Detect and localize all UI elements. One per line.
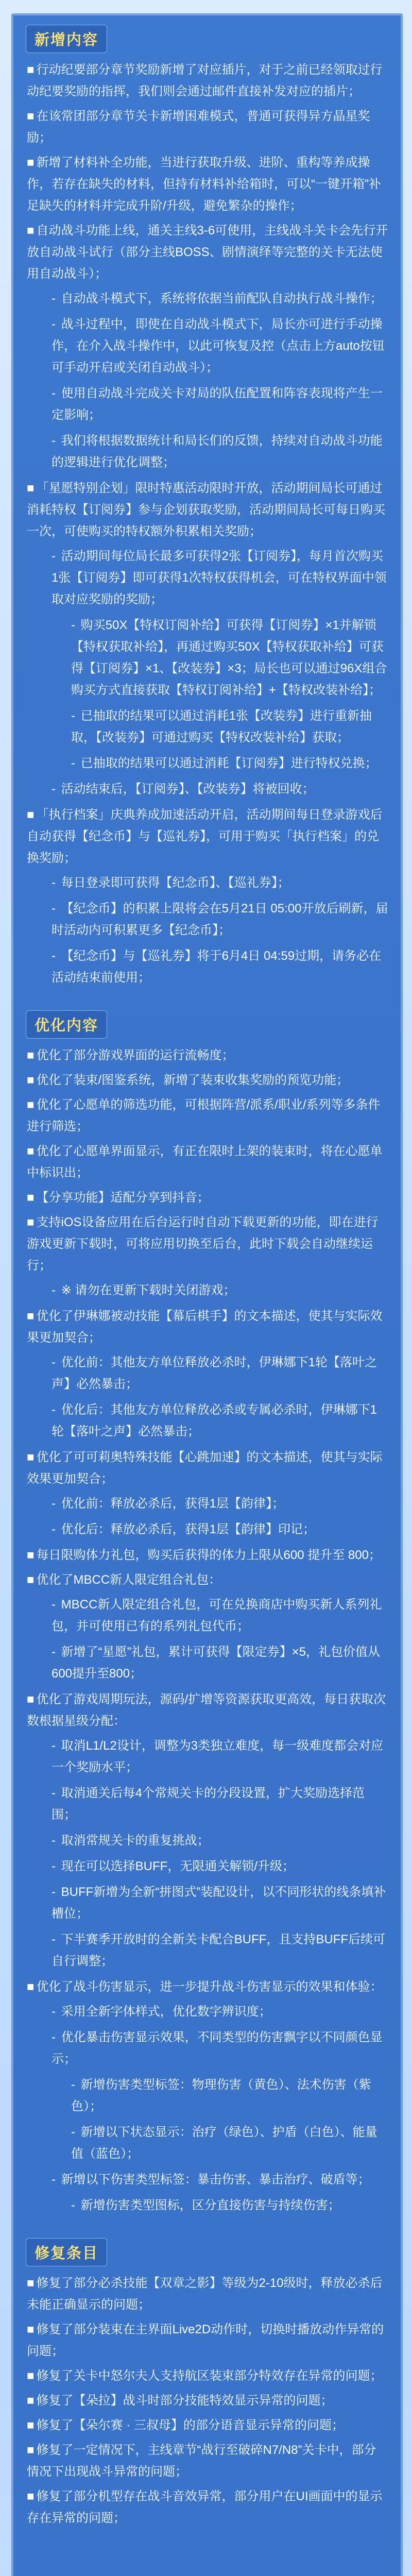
notice-text: 优化后：其他友方单位释放必杀或专属必杀时，伊琳娜下1轮【落叶之声】必然暴击； [52,1403,377,1438]
notice-text: 自动战斗模式下，系统将依据当前配队自动执行战斗操作； [61,292,383,306]
section-title-new: 新增内容 [26,25,107,53]
notice-text: 新增以下状态显示：治疗（绿色）、护盾（白色）、能量值（蓝色）； [71,2125,377,2161]
notice-text: 行动纪要部分章节奖励新增了对应插片，对于之前已经领取过行动纪要奖励的指挥，我们则会通过邮件直接补发对应的插片； [27,63,383,98]
notice-line [27,1735,388,1778]
notice-text: 优化了心愿单的筛选功能，可根据阵营/派系/职业/系列等多条件进行筛选； [27,1098,381,1133]
notice-text: 【纪念币】与【巡礼券】将于6月4日 04:59过期，请务必在活动结束前使用； [52,949,382,985]
bullet-icon: ■ [27,224,35,238]
notice-content [12,14,402,2529]
notice-text: 「星愿特别企划」限时特惠活动限时开放，活动期间局长可通过消耗特权【订阅券】参与企划获取奖励，活动期间局长可每日购买一次，可使购买的特权额外积累相关奖励； [27,481,385,538]
dash-icon: - [52,949,59,963]
notice-line [27,1070,388,1091]
notice-text: 取消常规关卡的重复挑战； [61,1834,210,1848]
dash-icon: - [52,1933,59,1946]
bullet-icon: ■ [27,109,35,123]
notice-text: 修复了一定情况下，主线章节“战行至破碎N7/N8”关卡中，部分情况下出现战斗异常的问题； [27,2443,376,2479]
dash-icon: - [52,1355,59,1369]
section-list-fix [12,2273,402,2529]
notice-line [27,2001,388,2023]
notice-line [27,2365,388,2387]
notice-line [27,778,388,800]
notice-text: 新增伤害类型图标，区分直接伤害与持续伤害； [80,2198,340,2212]
notice-line [27,314,388,379]
bullet-icon: ■ [27,2443,35,2457]
notice-line [27,1399,388,1443]
notice-text: 修复了关卡中怒尔夫人支持航区装束部分特效存在异常的问题； [36,2369,383,2383]
notice-text: BUFF新增为全新“拼图式”装配设计，以不同形状的线条填补槽位； [52,1885,386,1921]
notice-line [27,2439,388,2483]
notice-text: 优化了装束/图鉴系统，新增了装束收集奖励的预览功能； [36,1073,349,1087]
dash-icon: - [52,434,59,448]
notice-line [27,106,388,149]
section-list-new [12,59,402,989]
dash-icon: - [52,1497,59,1511]
notice-panel [11,13,403,2576]
notice-line [27,288,388,310]
section-title-fix: 修复条目 [26,2238,107,2266]
dash-icon: - [52,1403,59,1417]
notice-text: 在该常团部分章节关卡新增困难模式，普通可获得异方晶星奖励； [27,109,370,145]
bullet-icon: ■ [27,156,35,170]
notice-text: 使用自动战斗完成关卡对局的队伍配置和阵容表现将产生一定影响； [52,386,383,422]
notice-text: 新增以下伤害类型标签：暴击伤害、暴击治疗、破盾等； [61,2173,370,2187]
dash-icon: - [52,2030,59,2044]
notice-text: 活动结束后，【订阅券】、【改装券】将被回收； [61,782,315,796]
notice-text: 修复了【朵尔赛 · 三叔母】的部分语音显示异常的问题； [36,2418,344,2432]
notice-text: 新增伤害类型标签：物理伤害（黄色）、法术伤害（紫色）； [71,2078,371,2113]
dash-icon: - [52,2005,59,2019]
dash-icon: - [52,2173,59,2187]
section-divider [12,993,402,1000]
notice-line [27,1094,388,1138]
bullet-icon: ■ [27,2276,35,2290]
notice-line [27,2074,388,2117]
notice-text: 【分享功能】适配分享到抖音； [36,1191,210,1205]
notice-line [27,220,388,285]
notice-text: 【纪念币】的积累上限将会在5月21日 05:00开放后刷新，届时活动内可积累更多【纪念币】； [52,902,388,937]
dash-icon: - [52,317,59,331]
notice-text: ※ 请勿在更新下载时关闭游戏； [61,1283,236,1297]
bullet-icon: ■ [27,2323,35,2336]
dash-icon: - [71,709,79,723]
notice-line [27,1447,388,1490]
notice-text: 优化了心愿单界面显示，有正在限时上架的装束时，将在心愿单中标识出； [27,1144,383,1180]
dash-icon: - [52,1598,59,1612]
notice-text: 已抽取的结果可以通过消耗1张【改装券】进行重新抽取，【改装券】可通过购买【特权改装补给】获取； [71,709,372,744]
notice-text: 支持iOS设备应用在后台运行时自动下载更新的功能，即在进行游戏更新下载时，可将应用切换至后台，此时下载会自动继续运行； [27,1215,379,1273]
notice-text: 取消通关后每4个常规关卡的分段设置，扩大奖励选择范围； [52,1786,365,1822]
notice-line [27,2195,388,2216]
notice-text: 活动期间每位局长最多可获得2张【订阅券】，每月首次购买1张【订阅券】即可获得1次特权获得机会，可在特权界面中领取对应奖励的奖励； [52,549,387,606]
notice-text: 修复了部分必杀技能【双章之影】等级为2-10级时，释放必杀后未能正确显示的问题； [27,2276,383,2312]
notice-line [27,1929,388,1972]
notice-text: MBCC新人限定组合礼包，可在兑换商店中购买新人系列礼包，并可使用已有的系列礼包代币； [52,1598,382,1633]
dash-icon: - [52,1834,59,1848]
section-divider [12,2221,402,2228]
bullet-icon: ■ [27,2418,35,2432]
dash-icon: - [52,292,59,306]
notice-line [27,945,388,989]
notice-line [27,1306,388,1349]
notice-text: 战斗过程中，即使在自动战斗模式下，局长亦可进行手动操作，在介入战斗操作中，以此可恢复及控（点击上方auto按钮可手动开启或关闭自动战斗）； [52,317,385,375]
bullet-icon: ■ [27,1215,35,1229]
notice-line [27,1830,388,1852]
notice-line [27,2169,388,2191]
notice-text: 优化了伊琳娜被动技能【幕后棋手】的文本描述，使其与实际效果更加契合； [27,1309,383,1345]
bullet-icon: ■ [27,2369,35,2383]
notice-line [27,59,388,103]
notice-text: 优化暴击伤害显示效果，不同类型的伤害飘字以不同颜色显示； [52,2030,383,2066]
notice-line [27,2122,388,2165]
notice-text: 优化了部分游戏界面的运行流畅度； [36,1048,234,1062]
notice-text: 新增了“星愿”礼包，累计可获得【限定券】×5，礼包价值从600提升至800； [52,1645,381,1681]
notice-text: 新增了材料补全功能，当进行获取升级、进阶、重构等养成操作，若存在缺失的材料，但持有材料补给箱时，可以“一键开箱”补足缺失的材料并完成升阶/升级，避免繁杂的操作； [27,156,381,213]
notice-text: 「执行档案」庆典养成加速活动开启，活动期间每日登录游戏后自动获得【纪念币】与【巡礼券】，可用于购买「执行档案」的兑换奖励； [27,808,383,865]
notice-text: 已抽取的结果可以通过消耗【订阅券】进行特权兑换； [80,756,377,770]
notice-line [27,383,388,426]
notice-line [27,1045,388,1066]
notice-line [27,1545,388,1566]
notice-text: 优化了游戏周期玩法，源码/扩增等资源获取更高效，每日获取次数根据星级分配： [27,1692,386,1728]
dash-icon: - [71,2125,79,2139]
notice-line [27,1856,388,1877]
notice-line [27,615,388,701]
dash-icon: - [52,1645,59,1659]
notice-text: 下半赛季开放时的全新关卡配合BUFF，且支持BUFF后续可自行调整； [52,1933,385,1968]
dash-icon: - [71,618,79,632]
notice-text: 现在可以选择BUFF，无限通关解锁/升级； [61,1859,295,1873]
notice-text: 采用全新字体样式，优化数字辨识度； [61,2005,271,2019]
notice-text: 修复了部分机型存在战斗音效异常，部分用户在UI画面中的显示存在异常的问题； [27,2489,383,2525]
notice-line [27,2415,388,2436]
bullet-icon: ■ [27,1309,35,1323]
dash-icon: - [52,1885,59,1899]
dash-icon: - [71,2078,79,2092]
notice-line [27,478,388,543]
notice-text: 取消L1/L2设计，调整为3类独立难度，每一级难度都会对应一个奖励水平； [52,1739,384,1774]
dash-icon: - [52,386,59,400]
notice-line [27,1594,388,1637]
notice-line [27,2390,388,2412]
notice-line [27,2273,388,2316]
bullet-icon: ■ [27,1450,35,1464]
dash-icon: - [52,1283,59,1297]
bullet-icon: ■ [27,1073,35,1087]
notice-text: 自动战斗功能上线，通关主线3-6可使用，主线战斗关卡会先行开放自动战斗试行（部分主线BOSS、剧情演绎等完整的关卡无法使用自动战斗）； [27,224,388,281]
notice-text: 每日登录即可获得【纪念币】、【巡礼券】； [61,876,290,890]
dash-icon: - [71,756,79,770]
notice-text: 购买50X【特权订阅补给】可获得【订阅券】×1并解锁【特权获取补给】，再通过购买50X【特权获取补给】可获得【订阅券】×1、【改装券】×3；局长也可以通过96X组合购买方式直接获取【特权订阅补给】+【特权改装补给】； [71,618,387,697]
notice-text: 优化了战斗伤害显示，进一步提升战斗伤害显示的效果和体验： [36,1980,383,1994]
notice-line [27,1569,388,1591]
notice-text: 优化了MBCC新人限定组合礼包： [36,1573,221,1587]
bullet-icon: ■ [27,481,35,495]
notice-line [27,1493,388,1515]
notice-line [27,2027,388,2070]
notice-line [27,1141,388,1184]
notice-line [27,898,388,941]
bullet-icon: ■ [27,2489,35,2503]
bullet-icon: ■ [27,1980,35,1994]
bullet-icon: ■ [27,1144,35,1158]
notice-text: 优化了可可莉奥特殊技能【心跳加速】的文本描述，使其与实际效果更加契合； [27,1450,383,1486]
notice-text: 修复了【朵拉】战斗时部分技能特效显示异常的问题； [36,2394,333,2408]
notice-line [27,804,388,869]
notice-line [27,1519,388,1540]
notice-line [27,1212,388,1277]
notice-line [27,753,388,774]
dash-icon: - [52,1786,59,1800]
notice-line [27,1641,388,1685]
dash-icon: - [52,1859,59,1873]
dash-icon: - [71,2198,79,2212]
notice-text: 优化前：其他友方单位释放必杀时，伊琳娜下1轮【落叶之声】必然暴击； [52,1355,377,1391]
notice-text: 优化前：释放必杀后，获得1层【韵律】； [61,1497,285,1511]
bullet-icon: ■ [27,1191,35,1205]
section-title-opt: 优化内容 [26,1010,107,1039]
bullet-icon: ■ [27,63,35,77]
notice-text: 我们将根据数据统计和局长们的反馈，持续对自动战斗功能的逻辑进行优化调整； [52,434,383,469]
bullet-icon: ■ [27,1048,35,1062]
notice-line [27,1783,388,1826]
notice-line [27,1352,388,1395]
notice-line [27,872,388,894]
bullet-icon: ■ [27,1573,35,1587]
notice-line [27,546,388,611]
notice-line [27,152,388,217]
bullet-icon: ■ [27,1098,35,1112]
section-list-opt [12,1045,402,2216]
bullet-icon: ■ [27,808,35,822]
dash-icon: - [52,902,59,916]
notice-line [27,1689,388,1732]
notice-line [27,1187,388,1209]
notice-text: 每日限购体力礼包，购买后获得的体力上限从600 提升至 800； [36,1548,381,1562]
bullet-icon: ■ [27,2394,35,2408]
bullet-icon: ■ [27,1692,35,1706]
dash-icon: - [52,876,59,890]
dash-icon: - [52,782,59,796]
notice-line [27,430,388,473]
bullet-icon: ■ [27,1548,35,1562]
dash-icon: - [52,1522,59,1536]
notice-line [27,1280,388,1301]
notice-text: 修复了部分装束在主界面Live2D动作时，切换时播放动作异常的问题； [27,2323,384,2358]
notice-line [27,2486,388,2529]
notice-line [27,1976,388,1998]
dash-icon: - [52,549,59,563]
dash-icon: - [52,1739,59,1753]
notice-text: 优化后：释放必杀后，获得1层【韵律】印记； [61,1522,316,1536]
notice-line [27,705,388,749]
notice-line [27,1882,388,1925]
notice-line [27,2319,388,2362]
